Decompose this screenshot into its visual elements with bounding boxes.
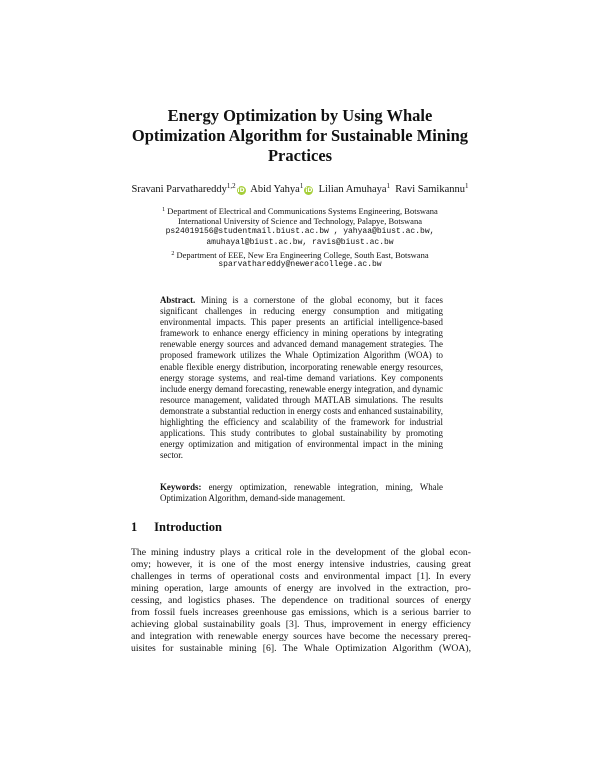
- section-number: 1: [131, 520, 138, 534]
- author-affil-mark: 1: [386, 182, 391, 190]
- intro-line: cessing, and logistics phases. The dependence on traditional sources of energy: [131, 595, 471, 606]
- title-line: Energy Optimization by Using Whale: [167, 106, 433, 125]
- affiliation-1-emails[interactable]: ps24019156@studentmail.biust.ac.bw , yahyaa@biust.ac.bw,: [165, 227, 435, 236]
- affiliation-2-line-1: $^2$ Department of EEE, New Era Engineering College, South East, Botswana: [171, 250, 429, 260]
- intro-line: uisites for sustainable mining [6]. The Whale Optimization Algorithm (WOA),: [131, 643, 471, 654]
- author-list: [0, 180, 600, 196]
- keywords-label: Keywords:: [160, 482, 202, 492]
- author-name: Sravani Parvathareddy: [131, 184, 227, 195]
- orcid-icon[interactable]: iD: [305, 187, 313, 194]
- author-affil-mark: 1: [299, 182, 304, 190]
- abstract-label: Abstract.: [160, 295, 196, 305]
- intro-line: mining operation, large amounts of energy are involved in the extraction, pro-: [131, 583, 471, 594]
- author-name: Abid Yahya: [250, 184, 300, 195]
- intro-line: The mining industry plays a critical role in the development of the global econ-: [131, 547, 471, 558]
- affiliation-1-line-1: $^1$ Department of Electrical and Communications Systems Engineering, Botswana: [162, 206, 438, 216]
- paper-title: [0, 106, 600, 166]
- intro-line: and integration with renewable energy sources have become the necessary prereq-: [131, 631, 471, 642]
- orcid-icon[interactable]: iD: [237, 187, 245, 194]
- intro-line: omy; however, it is one of the most energy intensive industries, causing great: [131, 559, 471, 570]
- abstract-text: Mining is a cornerstone of the global economy, but it faces significant challenges in reducing energy consumption and mitigating environmental impacts. This paper presents an artificial intelligence-based framework to enhance energy efficiency in mining operations by integrating renewable energy sources and advanced demand management strategies. The proposed framework utilizes the Whale Optimization Algorithm (WOA) to enable flexible energy distribution, incorporating renewable energy resources, energy storage systems, and real-time demand variations. Key components include energy demand forecasting, renewable energy integration, and dynamic resource management, validated through MATLAB simulations. The results demonstrate a substantial reduction in energy costs and enhanced sustainability, highlighting the efficiency and scalability of the framework for industrial applications. This study contributes to global sustainability by promoting energy optimization and mitigation of environmental impact in the mining sector.: [160, 295, 444, 461]
- title-line: Optimization Algorithm for Sustainable Mining: [131, 126, 469, 145]
- intro-line: challenges in terms of operational costs and environmental impact [1]. In every: [131, 571, 471, 582]
- intro-line: from fossil fuels increases greenhouse gas emissions, which is a serious barrier to: [131, 607, 471, 618]
- affiliation-2-email[interactable]: sparvathareddy@neweracollege.ac.bw: [218, 260, 382, 269]
- abstract: [160, 295, 443, 461]
- affiliation-number: 1: [162, 207, 166, 213]
- author-name: Ravi Samikannu: [395, 184, 465, 195]
- affiliation-1-line-2: International University of Science and Technology, Palapye, Botswana: [178, 216, 422, 226]
- author-affil-mark: 1,2: [226, 182, 236, 190]
- keywords: [160, 482, 443, 504]
- author-name: Lilian Amuhaya: [318, 184, 387, 195]
- author-affil-mark: 1: [465, 182, 469, 190]
- title-line: Practices: [267, 146, 333, 165]
- section-title: Introduction: [154, 520, 222, 534]
- affiliation-number: 2: [171, 251, 175, 257]
- section-heading: [131, 520, 471, 535]
- intro-line: achieving global sustainability goals [3]. Thus, improvement in energy efficiency: [131, 619, 471, 630]
- affiliation-1-emails-cont[interactable]: amuhayal@biust.ac.bw, ravis@biust.ac.bw: [206, 238, 394, 247]
- keywords-text: energy optimization, renewable integration, mining, Whale Optimization Algorithm, demand-side management.: [160, 482, 443, 504]
